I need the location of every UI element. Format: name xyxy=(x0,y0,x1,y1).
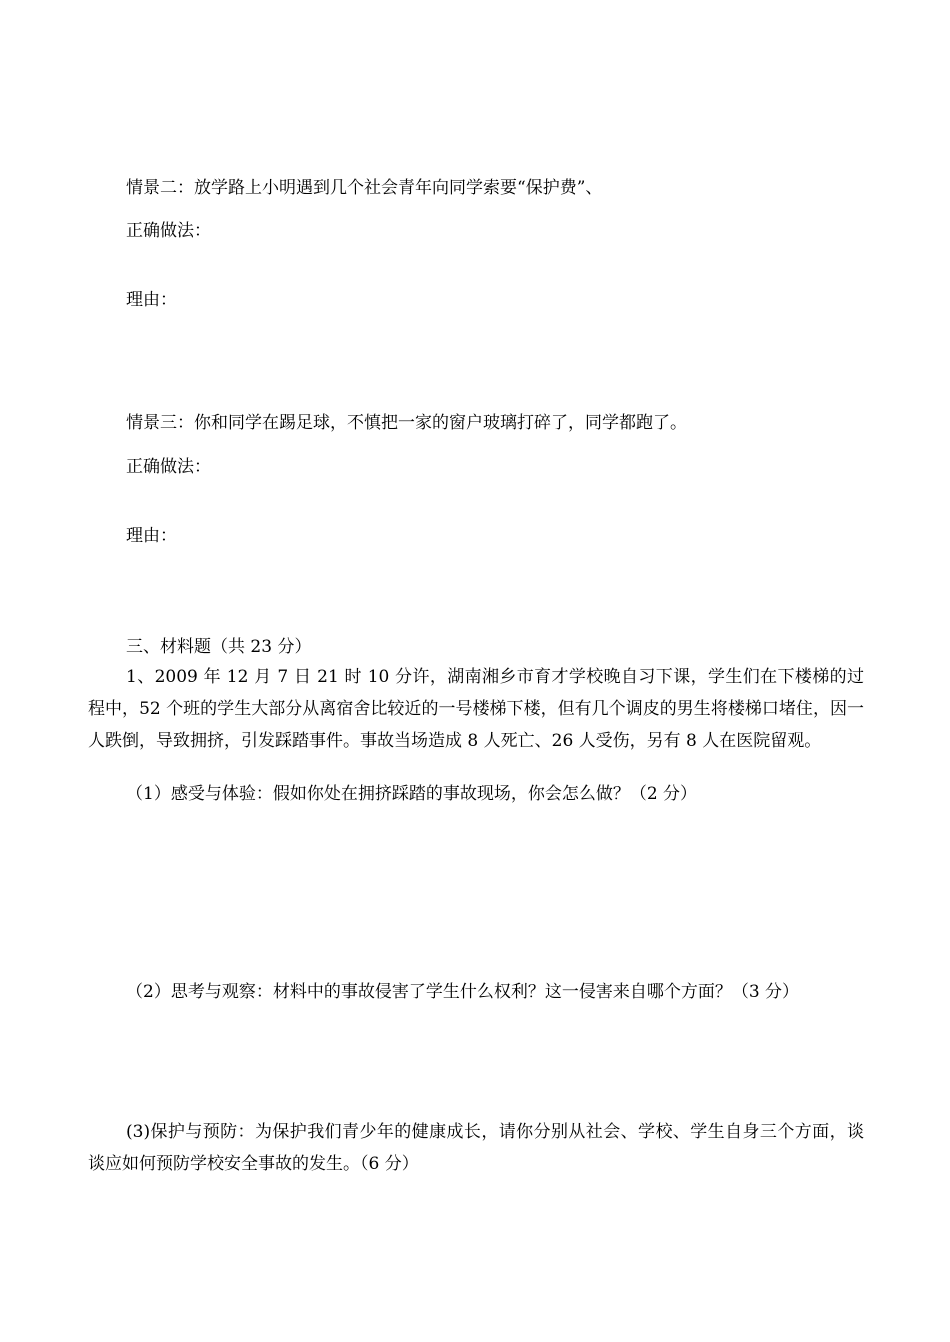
question-2: （2）思考与观察：材料中的事故侵害了学生什么权利？这一侵害来自哪个方面？（3 分） xyxy=(126,982,800,1002)
scenario3-reason-label: 理由： xyxy=(126,526,177,546)
scenario2-reason-label: 理由： xyxy=(126,290,177,310)
section3-heading: 三、材料题（共 23 分） xyxy=(126,637,312,657)
material-paragraph: 1、2009 年 12 月 7 日 21 时 10 分许，湖南湘乡市育才学校晚自习下课，学生们在下楼梯的过程中，52 个班的学生大部分从离宿舍比较近的一号楼梯下楼，但有几个调皮的男生将楼梯口堵住，因一人跌倒，导致拥挤，引发踩踏事件。事故当场造成 8 人死亡、26 人受伤，另有 8 人在医院留观。 xyxy=(88,667,864,751)
scenario3-correct-label: 正确做法： xyxy=(126,457,211,477)
scenario3-title: 情景三：你和同学在踢足球，不慎把一家的窗户玻璃打碎了，同学都跑了。 xyxy=(126,413,687,433)
scenario2-correct-label: 正确做法： xyxy=(126,221,211,241)
question-3: (3)保护与预防：为保护我们青少年的健康成长，请你分别从社会、学校、学生自身三个方面，谈谈应如何预防学校安全事故的发生。（6 分） xyxy=(88,1122,864,1174)
scenario2-title: 情景二：放学路上小明遇到几个社会青年向同学索要“保护费”、 xyxy=(126,178,603,198)
question-1: （1）感受与体验：假如你处在拥挤踩踏的事故现场，你会怎么做？（2 分） xyxy=(126,784,698,804)
